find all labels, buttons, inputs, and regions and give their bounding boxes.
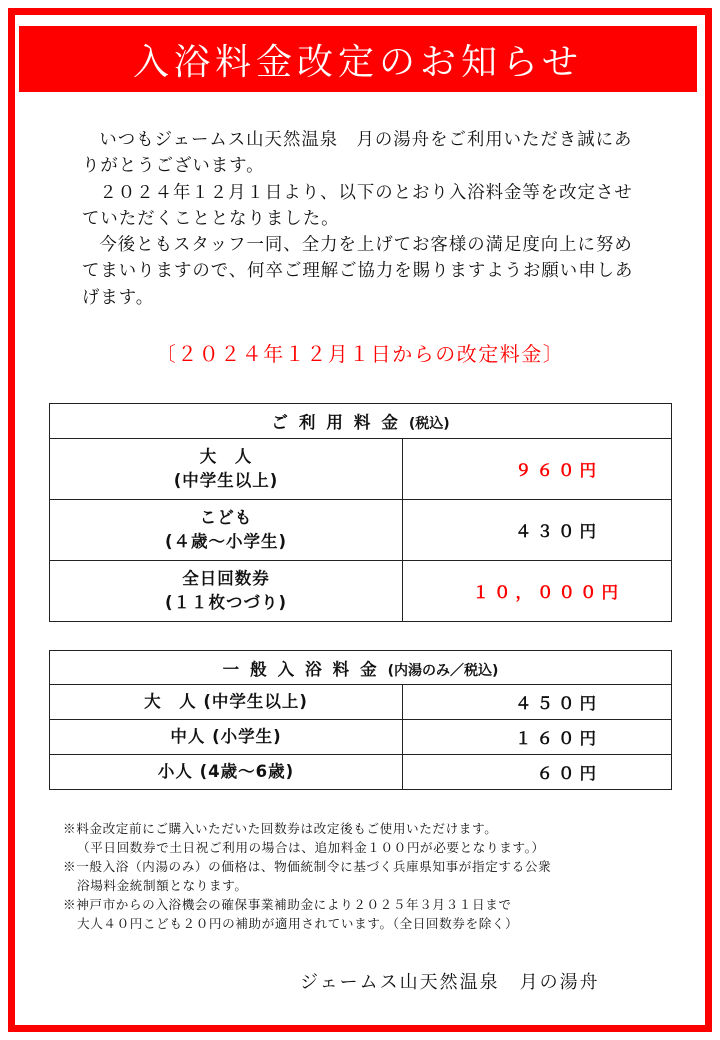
general-fee-header (50, 651, 672, 685)
category-sub: (１１枚つづり) (164, 593, 288, 612)
fee-category (50, 561, 403, 622)
category-sub: (４歳～小学生) (164, 532, 288, 551)
fee-price: ９６０円 (403, 439, 672, 500)
signature: ジェームス山天然温泉 月の湯舟 (300, 972, 600, 993)
footnote: ※一般入浴（内湯のみ）の価格は、物価統制令に基づく兵庫県知事が指定する公衆 (63, 858, 552, 874)
page-title: 入浴料金改定のお知らせ (19, 26, 697, 92)
general-fee-table (49, 650, 672, 790)
usage-fee-table (49, 403, 672, 622)
intro-text (82, 127, 642, 311)
category-label: 全日回数券 (182, 569, 270, 588)
general-fee-header-label: 一般入浴料金 (222, 659, 388, 679)
table-row (50, 439, 672, 500)
general-fee-header-note: (内湯のみ／税込) (387, 662, 499, 679)
intro-paragraph: ２０２４年１２月１日より、以下のとおり入浴料金等を改定させていただくこととなりました。 (82, 182, 633, 229)
fee-category: 大 人 (中学生以上) (50, 685, 403, 720)
usage-fee-header (50, 404, 672, 439)
footnote: （平日回数券で土日祝ご利用の場合は、追加料金１００円が必要となります。） (77, 839, 545, 855)
fee-price: １０，０００円 (403, 561, 672, 622)
footnote: ※神戸市からの入浴機会の確保事業補助金により２０２５年３月３１日まで (63, 896, 512, 912)
footnote: 浴場料金統制額となります。 (77, 877, 248, 893)
fee-price: ６０円 (403, 755, 672, 790)
category-label: 大 人 (199, 447, 253, 466)
table-row (50, 561, 672, 622)
fee-category: 中人 (小学生) (50, 720, 403, 755)
fee-price: ４５０円 (403, 685, 672, 720)
usage-fee-header-label: ご利用料金 (271, 413, 409, 432)
fee-category (50, 439, 403, 500)
table-row (50, 755, 672, 790)
intro-paragraph: いつもジェームス山天然温泉 月の湯舟をご利用いただき誠にありがとうございます。 (82, 130, 633, 177)
footnotes (63, 820, 663, 933)
effective-date-heading: 〔２０２４年１２月１日からの改定料金〕 (155, 342, 565, 366)
fee-price: １６０円 (403, 720, 672, 755)
table-row (50, 500, 672, 561)
fee-category: 小人 (4歳～6歳) (50, 755, 403, 790)
table-row (50, 720, 672, 755)
category-label: こども (199, 508, 253, 527)
footnote: ※料金改定前にご購入いただいた回数券は改定後もご使用いただけます。 (63, 821, 498, 836)
category-sub: (中学生以上) (173, 471, 279, 490)
fee-price: ４３０円 (403, 500, 672, 561)
footnote: 大人４０円こども２０円の補助が適用されています。（全日回数券を除く） (77, 915, 519, 931)
usage-fee-header-note: (税込) (408, 416, 450, 432)
intro-paragraph: 今後ともスタッフ一同、全力を上げてお客様の満足度向上に努めてまいりますので、何卒ご理解ご協力を賜りますようお願い申しあげます。 (82, 235, 634, 308)
fee-category (50, 500, 403, 561)
table-row (50, 685, 672, 720)
